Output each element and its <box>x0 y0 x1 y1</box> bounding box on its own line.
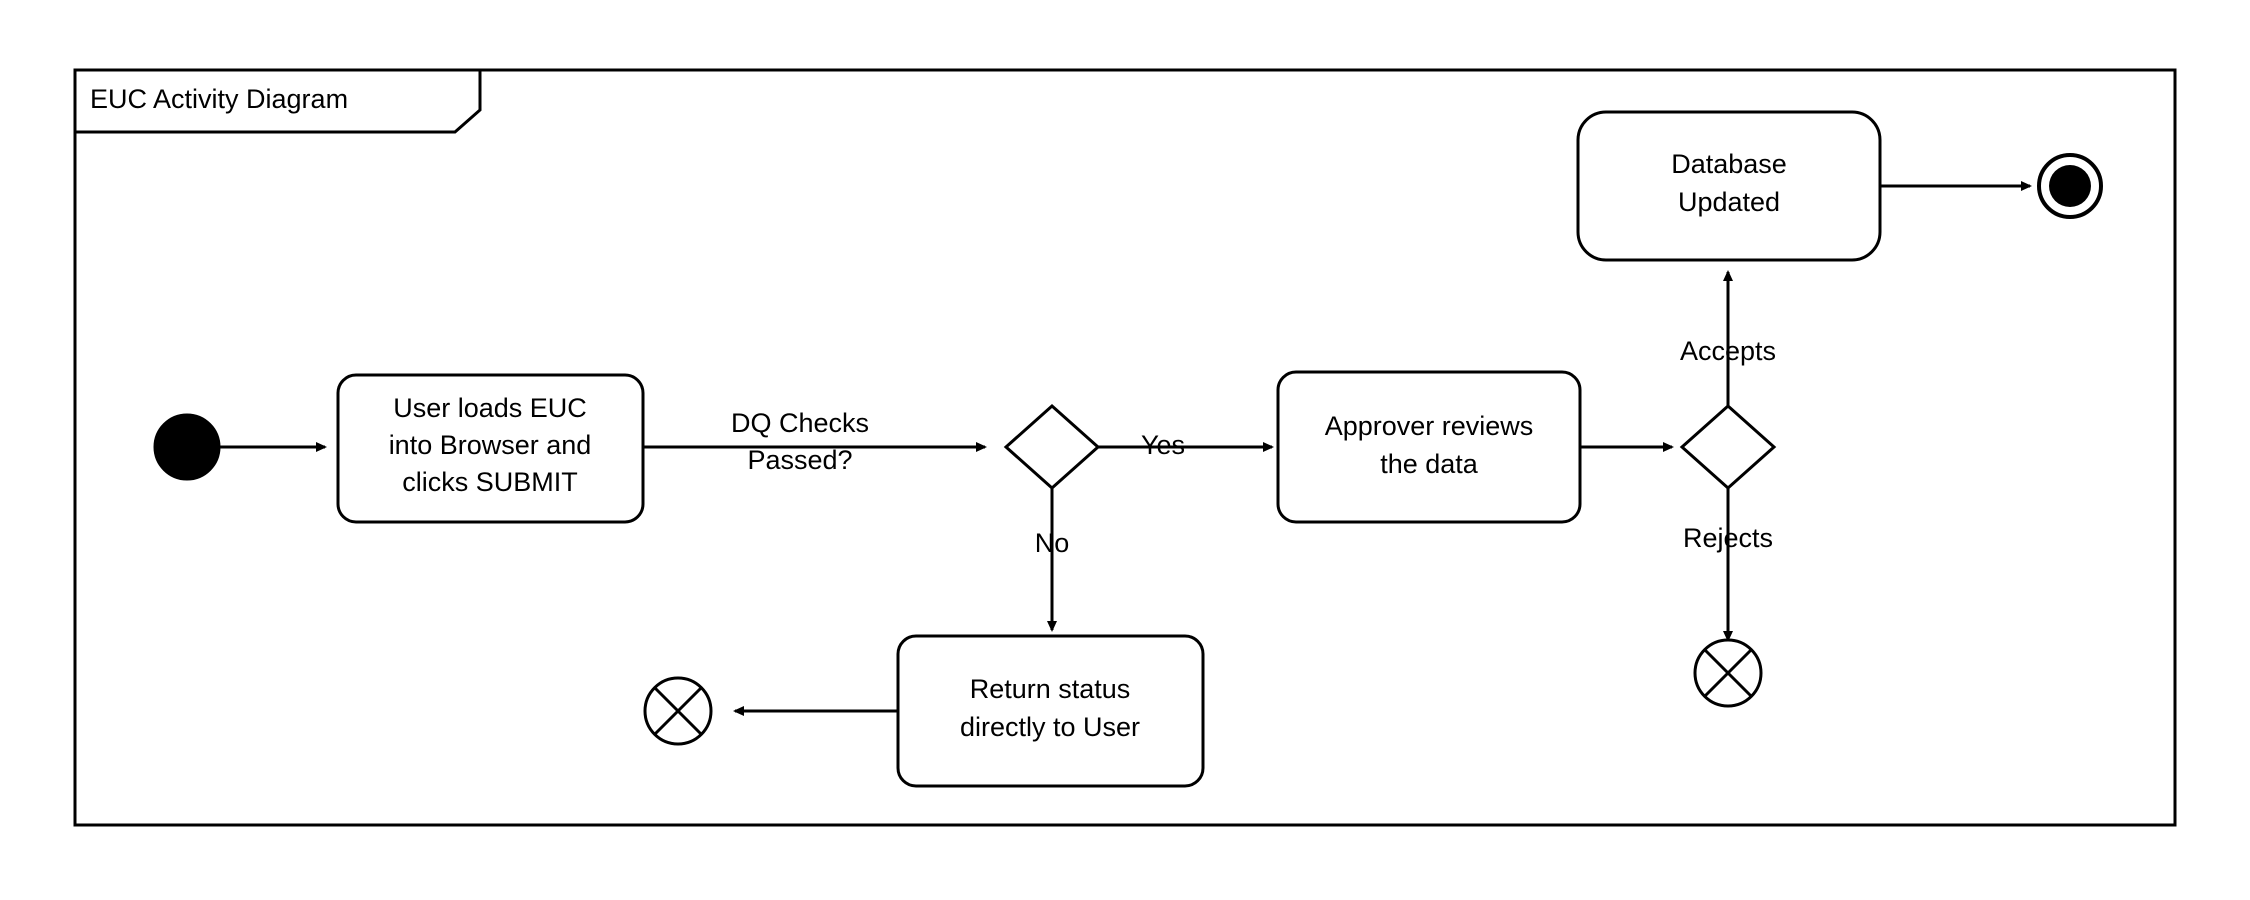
node-user-loads-euc <box>338 375 643 522</box>
node-dq-decision <box>1006 406 1098 488</box>
node-approver-reviews-line-2: the data <box>1380 449 1478 480</box>
edge-label-accepts: Accepts <box>1679 336 1777 367</box>
node-flow-final-rejects <box>1695 640 1761 706</box>
edge-label-rejects: Rejects <box>1682 523 1774 554</box>
node-database-updated <box>1578 112 1880 260</box>
edge-label-dq-checks-line-1: DQ Checks <box>730 408 870 439</box>
node-approver-reviews-line-1: Approver reviews <box>1324 411 1534 442</box>
node-return-status-line-1: Return status <box>969 674 1131 705</box>
node-database-updated-line-2: Updated <box>1677 187 1781 218</box>
edge-label-dq-checks-line-2: Passed? <box>747 445 853 476</box>
node-user-loads-euc-line-1: User loads EUC <box>393 393 587 424</box>
node-database-updated-line-1: Database <box>1671 149 1787 180</box>
node-initial <box>155 415 219 479</box>
node-approver-reviews <box>1278 372 1580 522</box>
node-approval-decision <box>1682 406 1774 488</box>
node-flow-final-return <box>645 678 711 744</box>
node-return-status-line-2: directly to User <box>959 712 1141 743</box>
node-return-status <box>898 636 1203 786</box>
edge-label-yes: Yes <box>1140 430 1186 461</box>
node-user-loads-euc-line-3: clicks SUBMIT <box>402 467 578 498</box>
node-user-loads-euc-line-2: into Browser and <box>388 430 592 461</box>
edge-label-no: No <box>1034 528 1070 559</box>
node-activity-final <box>2039 155 2101 217</box>
diagram-frame-label: EUC Activity Diagram <box>90 84 349 114</box>
